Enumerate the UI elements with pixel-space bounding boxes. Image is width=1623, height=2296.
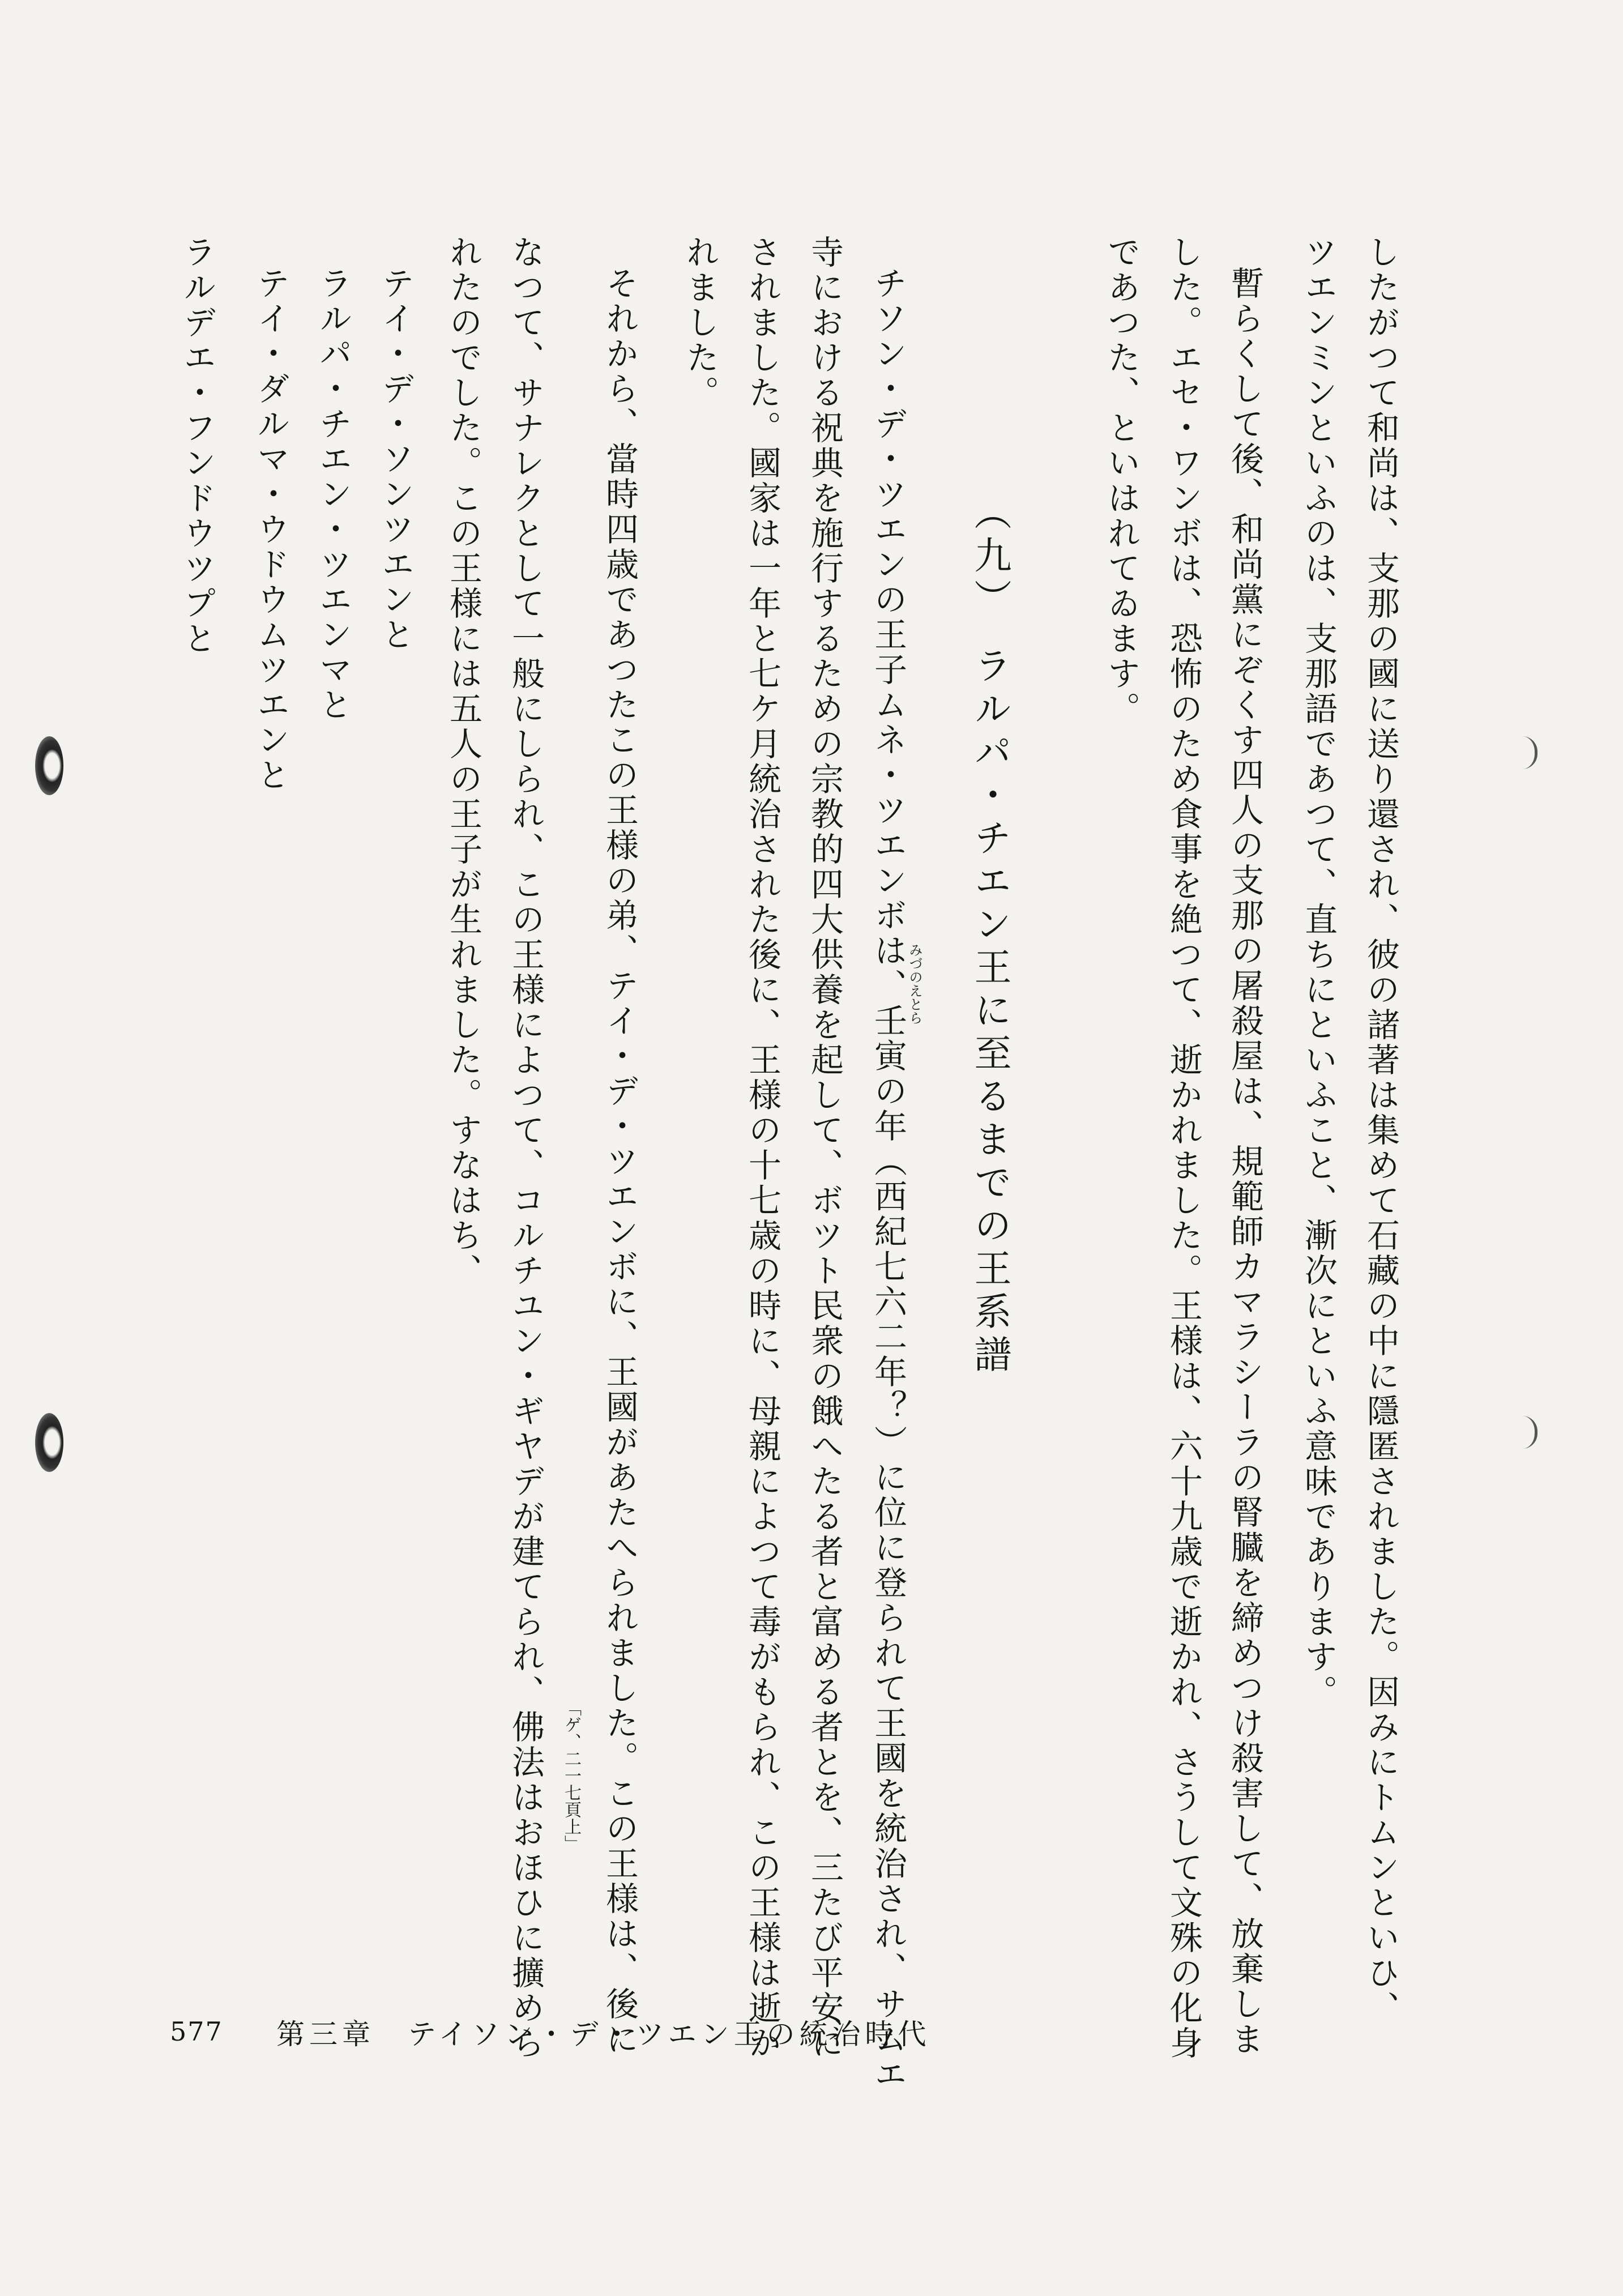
text-line: であつた、といはれてゐます。 bbox=[1102, 235, 1141, 727]
text-line: したがつて和尚は、支那の國に送り還され、彼の諸著は集めて石藏の中に隱匿されました。因みにトムンといひ、 bbox=[1361, 235, 1400, 2026]
binding-hole bbox=[35, 1413, 63, 1472]
text-line: した。エセ・ワンボは、恐怖のため食事を絶つて、逝かれました。王様は、六十九歳で逝かれ、さうして文殊の化身 bbox=[1164, 235, 1203, 2061]
text-line: 暫らくして後、和尚黨にぞくす四人の支那の屠殺屋は、規範師カマラシーラの腎臓を締めつけ殺害して、放棄しま bbox=[1225, 266, 1264, 2057]
text-line: チソン・デ・ツエンの王子ムネ・ツエンボは、壬寅の年（西紀七六二年？）に位に登られて王國を統治され、サムエ bbox=[869, 266, 907, 2092]
section-heading: （九） ラルパ・チエン王に至るまでの王系譜 bbox=[968, 493, 1011, 1378]
text-line: それから、當時四歳であつたこの王様の弟、テイ・デ・ツエンボに、王國があたへられました。この王様は、後に bbox=[600, 266, 639, 2057]
text-line: れたのでした。この王様には五人の王子が生れました。すなはち、 bbox=[444, 235, 482, 1288]
list-item: ラルデエ・フンドウツプと bbox=[178, 235, 216, 656]
text-line: されました。國家は一年と七ケ月統治された後に、王様の十七歳の時に、母親によつて毒がもられ、この王様は逝か bbox=[743, 235, 781, 2061]
list-item: テイ・ダルマ・ウドウムツエンと bbox=[251, 266, 290, 793]
ruby-annotation: みづのえとら bbox=[907, 943, 922, 1025]
right-edge-mark bbox=[1522, 736, 1537, 769]
text-line: れました。 bbox=[681, 235, 719, 411]
list-item: ラルパ・チエン・ツエンマと bbox=[314, 266, 352, 723]
text-line: 寺における祝典を施行するための宗教的四大供養を起して、ボツト民衆の餓へたる者と富める者とを、三たび平安に bbox=[805, 235, 844, 2061]
margin-note: 「ゲ、二一七頁上」 bbox=[561, 1699, 581, 1852]
text-line: ツエンミンといふのは、支那語であつて、直ちにといふこと、漸次にといふ意味であります。 bbox=[1299, 235, 1338, 1710]
running-footer-title: 第三章 テイソン・デ・ツエン王の統治時代 bbox=[276, 2018, 931, 2051]
list-item: テイ・デ・ソンツエンと bbox=[376, 266, 415, 652]
right-edge-mark bbox=[1522, 1416, 1537, 1449]
page-number: 577 bbox=[170, 2016, 223, 2047]
binding-hole bbox=[35, 736, 63, 795]
text-line: なつて、サナレクとして一般にしられ、この王様によつて、コルチユン・ギヤデが建てられ、佛法はおほひに擴めら bbox=[506, 235, 545, 2061]
